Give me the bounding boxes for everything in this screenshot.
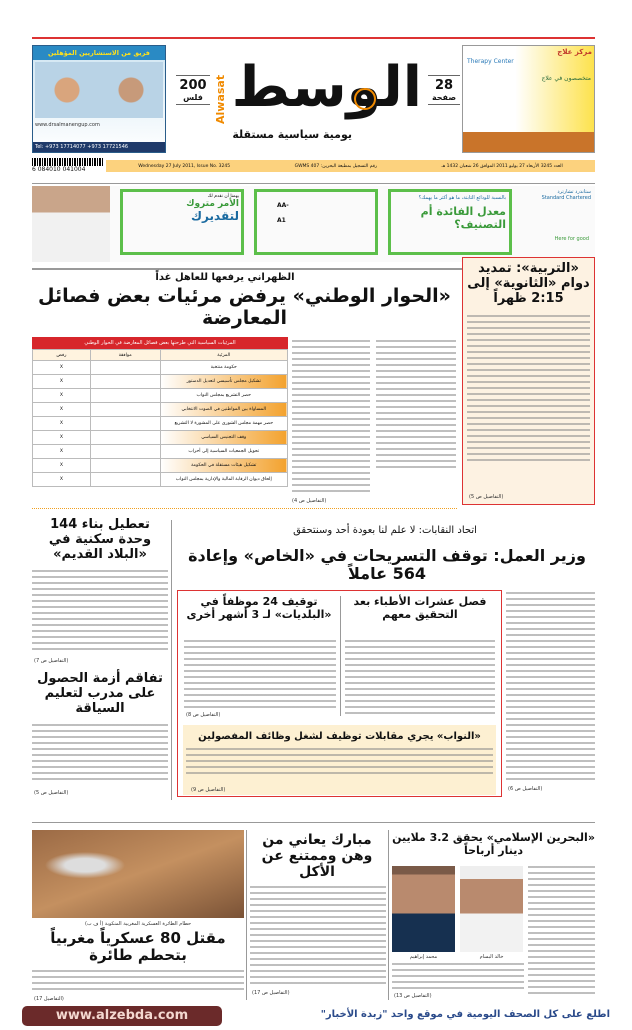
ad-person-photo	[32, 186, 110, 262]
divider	[246, 830, 247, 1000]
table-cell-item: تشكيل هيئات مستقلة في الحكومة	[160, 459, 288, 473]
table-cell-item: حصر التشريع بمجلس النواب	[160, 389, 288, 403]
table-cell-item: إلحاق ديوان الرقابة المالية والإدارية بمجلس النواب	[160, 473, 288, 487]
table-row	[33, 389, 288, 403]
mubarak-more[interactable]: (التفاصيل ص 17)	[252, 990, 290, 996]
price-value: 200	[179, 78, 207, 93]
doctors-body	[345, 640, 495, 718]
parliament-headline: «النواب» يجري مقابلات توظيف لشغل وظائف المفصولين	[198, 731, 481, 742]
ad-panel-left	[120, 189, 244, 255]
housing-headline[interactable]: تعطيل بناء 144 وحدة سكنية في «البلاد القديم»	[48, 517, 152, 562]
table-cell-item: حكومة منتخبة	[160, 361, 288, 375]
ad-brand: Therapy Center	[467, 58, 514, 65]
table-cell	[90, 459, 160, 473]
education-headline: «التربية»: تمديد دوام «الثانوية» إلى 2:15 ظهراً	[467, 261, 590, 306]
bank-name-ar: ستاندرد تشارترد	[557, 189, 591, 195]
parliament-more: (التفاصيل ص 9)	[191, 787, 226, 793]
doctors-headline[interactable]: فصل عشرات الأطباء بعد التحقيق معهم	[353, 595, 487, 621]
bank-body-2	[392, 963, 524, 991]
table-cell: X	[33, 459, 91, 473]
ad-headline: معدل الفائدة أم التصنيف؟	[420, 205, 506, 231]
ad-sub: متخصصون في علاج	[541, 75, 591, 82]
education-body	[467, 315, 590, 465]
portrait-2	[460, 866, 523, 952]
table-row	[33, 445, 288, 459]
tagline: يومية سياسية مستقلة	[232, 128, 352, 141]
labor-kicker[interactable]: اتحاد النقابات: لا علم لنا بعودة أحد وسنتحقق	[293, 525, 477, 536]
logo-arabic: الوسط	[231, 55, 422, 120]
table-row	[33, 375, 288, 389]
ad-footer	[463, 132, 594, 152]
divider	[340, 596, 341, 716]
positions-table	[32, 349, 288, 487]
table-cell: X	[33, 445, 91, 459]
bank-more[interactable]: (التفاصيل ص 13)	[394, 993, 432, 999]
ad-panel-right	[388, 189, 512, 255]
municipal-more[interactable]: (التفاصيل ص 8)	[186, 712, 221, 718]
table-cell	[90, 361, 160, 375]
lead-body-col1	[376, 340, 456, 470]
divider	[388, 830, 389, 1000]
barcode	[32, 158, 104, 174]
table-row	[33, 431, 288, 445]
morocco-more[interactable]: (التفاصيل 17)	[34, 996, 64, 1002]
table-cell: X	[33, 389, 91, 403]
globe-icon	[354, 88, 376, 110]
lead-headline[interactable]: «الحوار الوطني» يرفض مرئيات بعض فصائل المعارضة	[38, 285, 451, 329]
ad-question: بالنسبة للودائع الثابتة، ما هو أكثر ما يهمك؟	[418, 195, 506, 201]
table-cell: X	[33, 361, 91, 375]
table-cell	[90, 445, 160, 459]
driving-headline[interactable]: تفاقم أزمة الحصول على مدرب لتعليم السياقة	[37, 671, 163, 716]
table-cell	[90, 403, 160, 417]
masthead-logo[interactable]	[214, 48, 422, 148]
municipal-body	[184, 640, 336, 710]
bank-logo	[542, 189, 591, 201]
date-english: Wednesday 27 July 2011, Issue No. 3245	[138, 163, 231, 169]
table-row	[33, 361, 288, 375]
table-cell	[90, 389, 160, 403]
rating-a: AA-	[277, 202, 289, 209]
table-cell	[90, 417, 160, 431]
labor-more[interactable]: (التفاصيل ص 6)	[508, 786, 543, 792]
lead-kicker[interactable]: الظهراني يرفعها للعاهل غداً	[155, 272, 295, 283]
table-cell-item: تشكيل مجلس تأسيسي لتعديل الدستور	[160, 375, 288, 389]
morocco-body	[32, 970, 244, 994]
education-box[interactable]	[462, 257, 595, 505]
ad-panel-middle	[254, 189, 378, 255]
table-cell-item: المساواة بين المواطنين في الصوت الانتخابي	[160, 403, 288, 417]
logo-english: Alwasat	[214, 74, 227, 124]
divider	[171, 520, 172, 800]
ad-title: مركز علاج	[557, 48, 592, 56]
table-row	[33, 403, 288, 417]
col-header: رفض	[33, 350, 91, 361]
table-cell	[90, 473, 160, 487]
divider	[32, 183, 595, 184]
table-cell: X	[33, 431, 91, 445]
footer-slogan[interactable]: اطلع على كل الصحف اليومية في موقع واحد "زبدة الأخبار"	[320, 1009, 610, 1020]
bank-body	[528, 866, 595, 997]
ad-big-text: الأمر متروك	[186, 199, 239, 209]
mubarak-headline[interactable]: مبارك يعاني من وهن وممتنع عن الأكل	[261, 832, 373, 881]
col-header: موافقة	[90, 350, 160, 361]
housing-more[interactable]: (التفاصيل ص 7)	[34, 658, 69, 664]
ad-photo	[35, 62, 163, 118]
right-advert[interactable]	[462, 45, 595, 153]
table-cell-item: تحويل الجمعيات السياسية إلى أحزاب	[160, 445, 288, 459]
parliament-body	[186, 748, 493, 776]
registration: رقم التسجيل بمطبعة البحرين: GWMS 407	[294, 163, 378, 169]
bank-slogan: Here for good	[554, 236, 589, 242]
col-header: المرئية	[160, 350, 288, 361]
ad-title: فريق من الاستشاريين المؤهلين	[33, 46, 165, 60]
table-row	[33, 473, 288, 487]
labor-headline[interactable]: وزير العمل: توقف التسريحات في «الخاص» وإعادة 564 عاملاً	[188, 546, 586, 584]
rating-b: A1	[277, 217, 286, 224]
lead-body-col2	[292, 340, 370, 495]
bank-name-en: Standard Chartered	[541, 195, 591, 201]
ad-phone: Tel: +973 17714077 +973 17721546	[33, 142, 165, 152]
pages-unit: صفحة	[431, 93, 457, 102]
housing-body	[32, 570, 168, 654]
pages-box	[428, 75, 460, 105]
table-cell-item: وقف التجنيس السياسي	[160, 431, 288, 445]
price-box	[176, 75, 210, 105]
pages-value: 28	[434, 78, 454, 93]
ad-small-text: يهمنا أن نقدم لك	[207, 194, 239, 199]
driving-more[interactable]: (التفاصيل ص 5)	[34, 790, 69, 796]
ad-url: www.drsalmanengup.com	[35, 122, 100, 128]
table-cell-item: حصر مهمة مجلس الشورى على المشورة لا التشريع	[160, 417, 288, 431]
table-row	[33, 417, 288, 431]
parliament-box[interactable]	[183, 725, 496, 795]
divider	[32, 822, 595, 823]
date-bar	[106, 160, 595, 172]
date-arabic: العدد 3245 الأربعاء 27 يوليو 2011 الموافق 26 شعبان 1432 هـ	[441, 163, 563, 169]
labor-body	[506, 592, 595, 782]
barcode-number: 6 084010 041004	[32, 166, 86, 173]
lead-table	[32, 337, 288, 487]
municipal-headline[interactable]: توقيف 24 موظفاً في «البلديات» لـ 3 أشهر أخرى	[186, 595, 332, 621]
table-cell: X	[33, 473, 91, 487]
table-row	[33, 459, 288, 473]
top-rule	[32, 37, 595, 39]
table-cell	[90, 431, 160, 445]
mubarak-body	[250, 886, 386, 986]
lead-more[interactable]: (التفاصيل ص 4)	[292, 498, 327, 504]
table-title: المرئيات السياسية التي طرحتها بعض فصائل المعارضة في الحوار الوطني	[32, 337, 288, 349]
divider	[32, 508, 457, 509]
driving-body	[32, 724, 168, 784]
portrait-1	[392, 866, 455, 952]
table-cell	[90, 375, 160, 389]
footer-url[interactable]: www.alzebda.com	[22, 1006, 222, 1026]
table-cell: X	[33, 417, 91, 431]
bank-advert[interactable]	[32, 186, 595, 262]
portrait-1-caption: محمد إبراهيم	[409, 954, 438, 960]
bank-headline[interactable]: «البحرين الإسلامي» يحقق 3.2 ملايين دينار أرباحاً	[392, 831, 595, 857]
table-cell: X	[33, 403, 91, 417]
price-unit: فلس	[183, 93, 203, 102]
morocco-headline[interactable]: مقتل 80 عسكرياً مغربياً بتحطم طائرة	[50, 929, 226, 965]
plane-crash-photo[interactable]	[32, 830, 244, 918]
table-cell: X	[33, 375, 91, 389]
portrait-2-caption: خالد البسام	[479, 954, 504, 960]
left-advert[interactable]	[32, 45, 166, 153]
ad-big-text: لتقديرك	[191, 209, 239, 223]
photo-caption: حطام الطائرة العسكرية المغربية المنكوبة (أ ف ب)	[84, 921, 192, 927]
education-more: (التفاصيل ص 5)	[469, 494, 504, 500]
